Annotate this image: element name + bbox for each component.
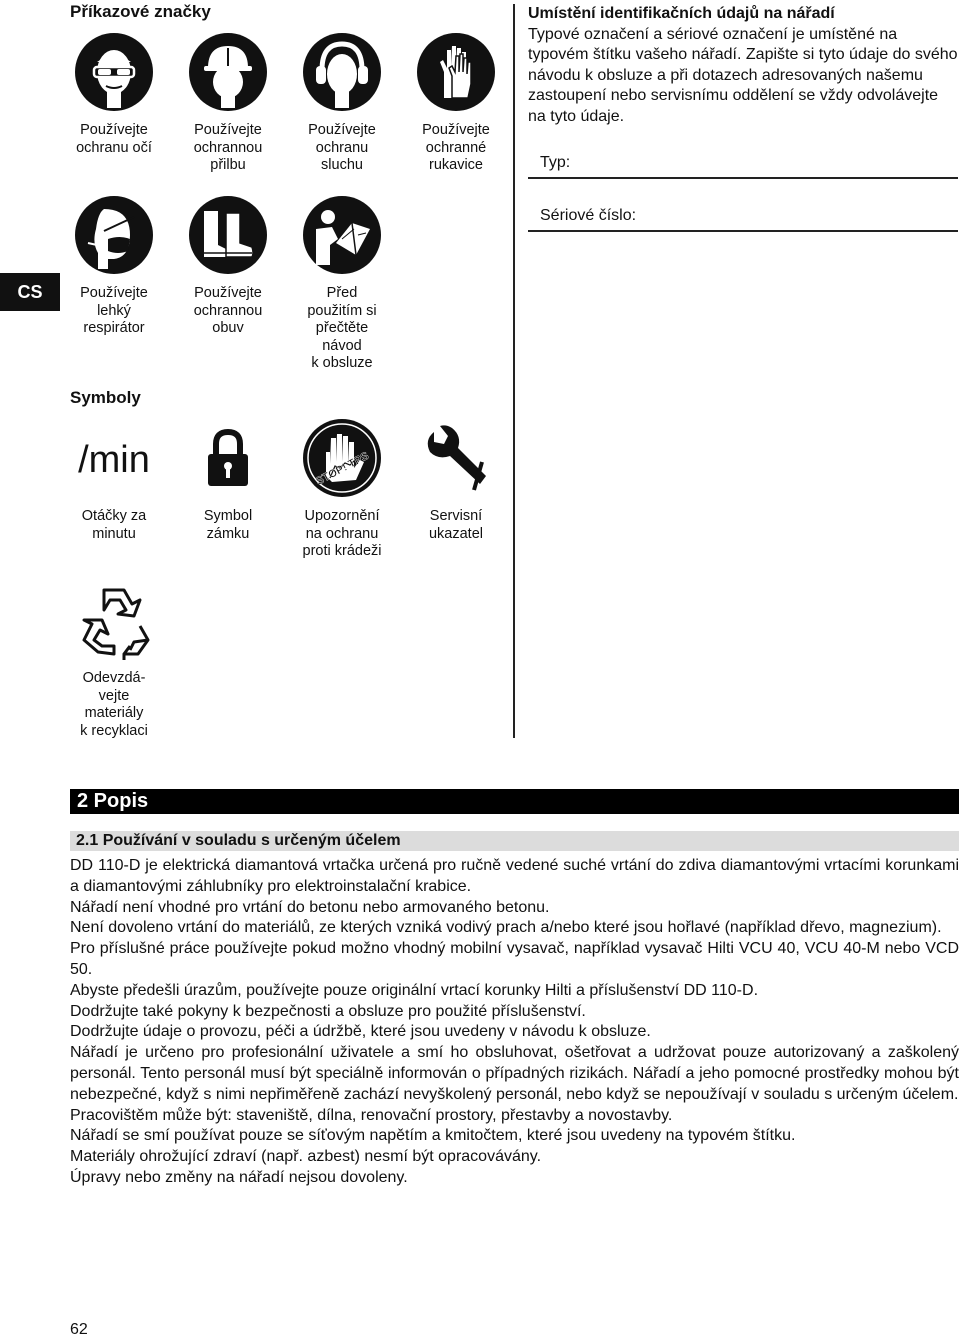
gloves-icon [416, 32, 496, 112]
symbol-rpm [59, 418, 169, 543]
symbol-recycle [59, 580, 169, 740]
caption-line: na ochranu [305, 525, 379, 542]
caption-line: vejte [98, 687, 130, 704]
caption-line: Používejte [194, 122, 262, 138]
stop-tps-icon [302, 418, 382, 498]
wrench-icon [416, 418, 496, 498]
language-tab: CS [0, 273, 60, 311]
identification-heading: Umístění identifikačních údajů na nářadí [528, 5, 835, 22]
caption-line: ochrannou [193, 139, 263, 156]
caption-line: obuv [212, 320, 244, 336]
page-number: 62 [70, 1321, 88, 1338]
caption-line: Používejte [80, 122, 148, 138]
sign-safety-boots [173, 195, 283, 338]
mandatory-signs-heading: Příkazové značky [70, 2, 211, 21]
caption-line: ochranu očí [76, 139, 152, 156]
section-body [70, 856, 959, 1189]
subsection-heading: 2.1 Používání v souladu s určeným účelem [70, 831, 959, 851]
rpm-icon [74, 418, 154, 498]
paragraph: Nářadí není vhodné pro vrtání do betonu nebo armovaného betonu. [70, 898, 550, 916]
caption-line: Odevzdá- [82, 670, 146, 686]
paragraph: Pracovištěm může být: staveniště, dílna, renovační prostory, přestavby a novostavby. [70, 1106, 673, 1124]
caption-line: ochrannou [193, 302, 263, 319]
paragraph: Abyste předešli úrazům, používejte pouze originální vrtací korunky Hilti a příslušenství DD 110-D. [70, 981, 759, 999]
sign-eye-protection [59, 32, 169, 157]
caption-line: materiály [84, 705, 144, 721]
symbols-heading: Symboly [70, 388, 141, 407]
paragraph: Pro příslušné práce používejte pokud možno vhodný mobilní vysavač, například vysavač Hilti VCU 40, VCU 40-M nebo VCD 50. [70, 940, 959, 978]
caption-line: k recyklaci [80, 722, 148, 739]
hard-hat-icon [188, 32, 268, 112]
caption-line: sluchu [321, 157, 363, 173]
paragraph: Nářadí je určeno pro profesionální uživatele a smí ho obsluhovat, ošetřovat a udržovat pouze autorizovaný a zaškolený personál. Tento personál musí být speciálně informován o případných rizikách. Nářadí a jeho pomocné prostředky mohou být nebezpečné, když s nimi nepřiměřeně zachází nevyškolený personál, nebo když se nepoužívají v souladu s určeným účelem. [70, 1044, 959, 1103]
sign-read-manual [287, 195, 397, 373]
caption-line: rukavice [429, 157, 483, 173]
rpm-label: /min [78, 439, 150, 481]
serial-field-line[interactable] [528, 230, 958, 232]
sign-respirator [59, 195, 169, 338]
respirator-icon [74, 195, 154, 275]
caption-line: proti krádeži [302, 543, 382, 559]
sign-gloves [401, 32, 511, 175]
safety-boots-icon [188, 195, 268, 275]
symbol-theft-protection [287, 418, 397, 561]
caption-line: přilbu [210, 157, 246, 173]
sign-hard-hat [173, 32, 283, 175]
paragraph: Není dovoleno vrtání do materiálů, ze kterých vzniká vodivý prach a/nebo které jsou hořlavé (například dřevo, magnezium). [70, 919, 942, 937]
paragraph: Dodržujte údaje o provozu, péči a údržbě, které jsou uvedeny v návodu k obsluze. [70, 1023, 651, 1041]
ear-protection-icon [302, 32, 382, 112]
caption-line: Používejte [80, 285, 148, 301]
column-divider [513, 4, 515, 738]
caption-line: Používejte [308, 122, 376, 138]
paragraph: Materiály ohrožující zdraví (např. azbest) nesmí být opracovávány. [70, 1148, 542, 1166]
caption-line: přečtěte [315, 320, 369, 336]
caption-line: ochranu [315, 139, 369, 156]
identification-block [528, 4, 958, 127]
caption-line: Používejte [422, 122, 490, 138]
caption-line: Symbol [203, 508, 253, 524]
caption-line: použitím si [307, 302, 377, 319]
symbol-lock [173, 418, 283, 543]
caption-line: Otáčky za [81, 508, 147, 524]
eye-protection-icon [74, 32, 154, 112]
caption-line: Před [326, 285, 358, 301]
paragraph: Nářadí se smí používat pouze se síťovým napětím a kmitočtem, které jsou uvedeny na typovém štítku. [70, 1127, 796, 1145]
caption-line: k obsluze [311, 355, 373, 371]
caption-line: minutu [92, 525, 136, 542]
stop-tps-label: STOP! TPS [314, 449, 371, 488]
caption-line: Servisní [429, 508, 483, 524]
sign-ear-protection [287, 32, 397, 175]
paragraph: Úpravy nebo změny na nářadí nejsou dovoleny. [70, 1168, 408, 1186]
caption-line: Používejte [194, 285, 262, 301]
type-field-line[interactable] [528, 177, 958, 179]
recycle-icon [74, 580, 154, 660]
paragraph: DD 110-D je elektrická diamantová vrtačka určená pro ručně vedené suché vrtání do zdiva diamantovými vrtacími korunkami a diamantovými záhlubníky pro elektroinstalační krabice. [70, 857, 959, 895]
symbol-service-indicator [401, 418, 511, 543]
caption-line: Upozornění [304, 508, 380, 524]
caption-line: ukazatel [428, 525, 483, 542]
section-heading: 2 Popis [70, 789, 959, 814]
read-manual-icon [302, 195, 382, 275]
caption-line: zámku [206, 525, 250, 542]
caption-line: respirátor [83, 320, 145, 336]
type-label: Typ: [540, 154, 571, 171]
serial-label: Sériové číslo: [540, 207, 637, 224]
caption-line: lehký [97, 302, 131, 319]
caption-line: ochranné [425, 139, 487, 156]
identification-text: Typové označení a sériové označení je umístěné na typovém štítku vašeho nářadí. Zapište si tyto údaje do svého návodu k obsluze a při dotazech adresovaných našemu zastoupení nebo servisnímu oddělení se vždy odvolávejte na tyto údaje. [528, 25, 958, 125]
paragraph: Dodržujte také pokyny k bezpečnosti a obsluze pro použité příslušenství. [70, 1002, 586, 1020]
lock-icon [188, 418, 268, 498]
caption-line: návod [322, 337, 362, 354]
